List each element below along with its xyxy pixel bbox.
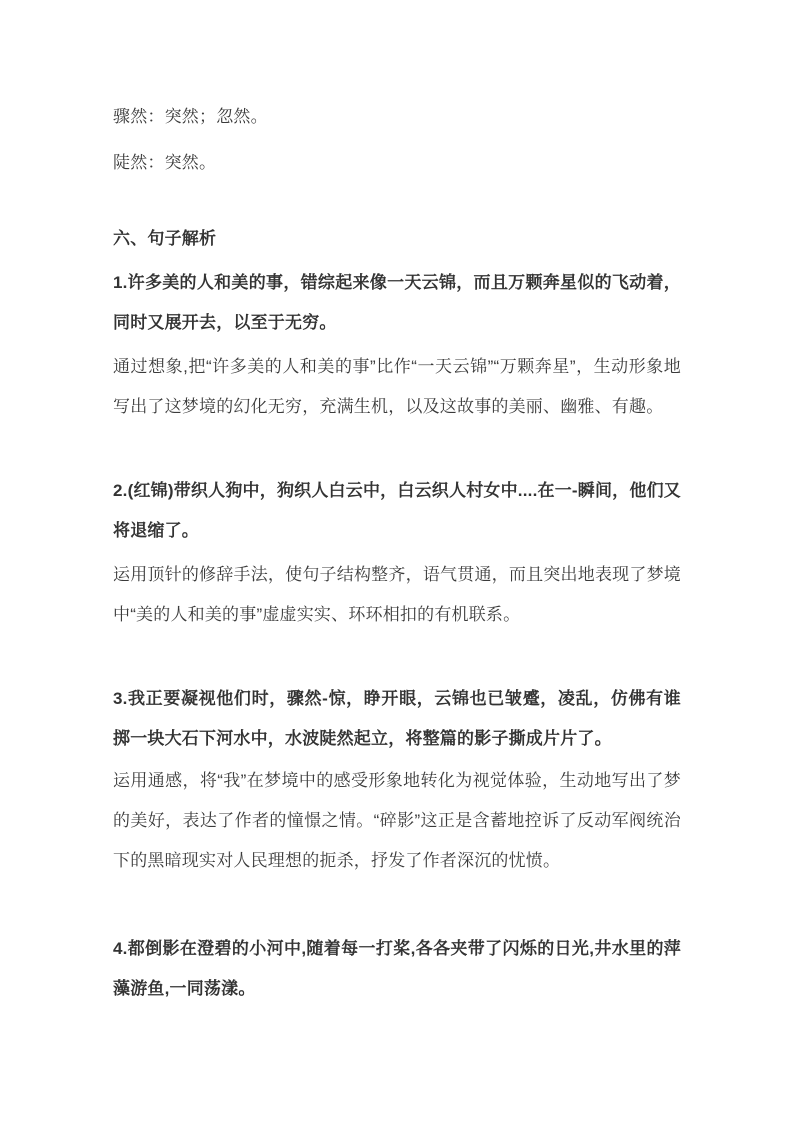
sentence-entry-2	[113, 471, 681, 635]
word-definition-zhouran: 骤然：突然；忽然。	[113, 107, 268, 126]
sentence-entry-4	[113, 929, 681, 1009]
section-heading: 六、句子解析	[113, 229, 217, 248]
sentence-text-1: 1.许多美的人和美的事，错综起来像一天云锦，而且万颗奔星似的飞动着，同时又展开去，以至于无穷。	[113, 273, 681, 332]
sentence-analysis-3: 运用通感，将“我”在梦境中的感受形象地转化为视觉体验，生动地写出了梦的美好，表达了作者的憧憬之情。“碎影”这正是含蓄地控诉了反动军阀统治下的黑暗现实对人民理想的扼杀，抒发了作者深沉的忧愤。	[113, 771, 681, 870]
sentence-analysis-2: 运用顶针的修辞手法，使句子结构整齐，语气贯通，而且突出地表现了梦境中“美的人和美的事”虚虚实实、环环相扣的有机联系。	[113, 565, 681, 624]
document-content	[113, 97, 681, 1009]
sentence-text-3: 3.我正要凝视他们时，骤然-惊，睁开眼，云锦也已皱蹙，凌乱，仿佛有谁掷一块大石下河水中，水波陡然起立，将整篇的影子撕成片片了。	[113, 689, 681, 748]
sentence-analysis-1: 通过想象,把“许多美的人和美的事”比作“一天云锦”“万颗奔星”，生动形象地写出了这梦境的幻化无穷，充满生机，以及这故事的美丽、幽雅、有趣。	[113, 357, 681, 416]
sentence-text-2: 2.(红锦)带织人狗中，狗织人白云中，白云织人村女中....在一-瞬间，他们又将退缩了。	[113, 481, 681, 540]
sentence-entry-3	[113, 679, 681, 881]
sentence-entry-1	[113, 263, 681, 427]
word-definition-douran: 陡然：突然。	[113, 153, 217, 172]
sentence-text-4: 4.都倒影在澄碧的小河中,随着每一打桨,各各夹带了闪烁的日光,井水里的萍藻游鱼,一同荡漾。	[113, 939, 681, 998]
